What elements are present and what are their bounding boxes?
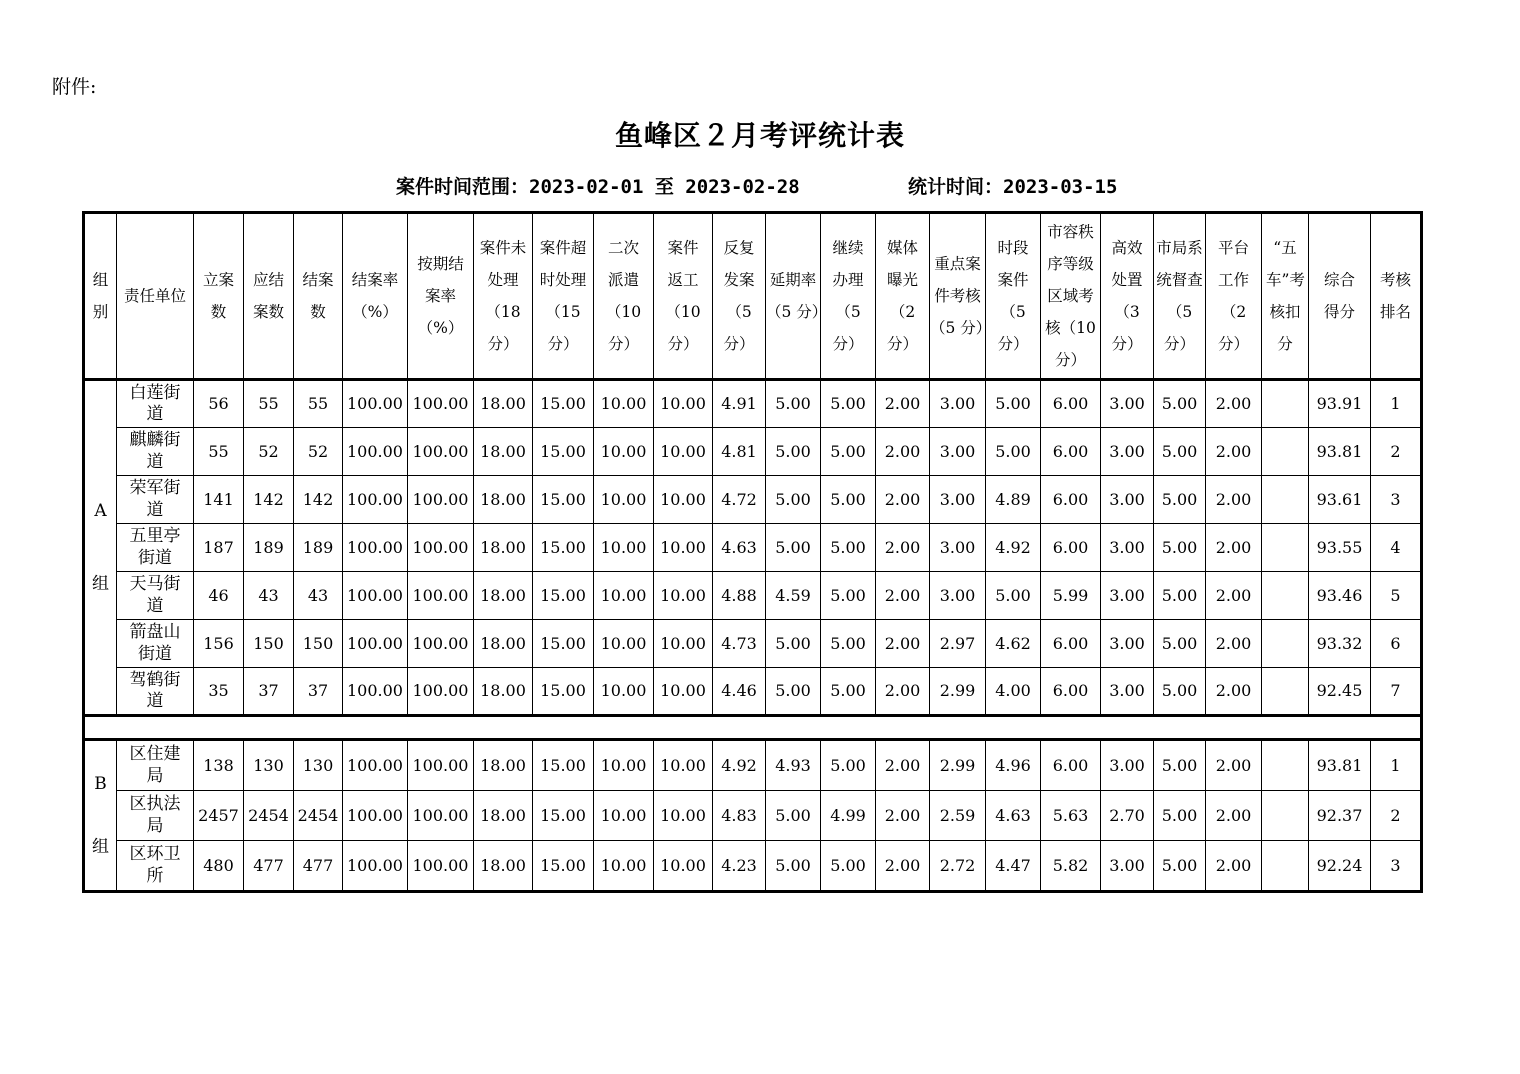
value-cell: 5.00 bbox=[766, 380, 821, 428]
value-cell: 2.00 bbox=[1206, 740, 1262, 791]
value-cell: 5.00 bbox=[766, 668, 821, 716]
value-cell: 2.99 bbox=[930, 668, 986, 716]
value-cell: 3.00 bbox=[1101, 740, 1154, 791]
value-cell bbox=[1262, 791, 1309, 841]
value-cell: 480 bbox=[194, 841, 244, 892]
value-cell: 56 bbox=[194, 380, 244, 428]
value-cell: 10.00 bbox=[594, 740, 654, 791]
value-cell: 187 bbox=[194, 524, 244, 572]
value-cell: 93.46 bbox=[1309, 572, 1371, 620]
value-cell: 142 bbox=[294, 476, 343, 524]
value-cell: 18.00 bbox=[474, 791, 533, 841]
value-cell: 4.73 bbox=[713, 620, 766, 668]
header-delay-rate: 延期率（5 分） bbox=[766, 213, 821, 380]
value-cell: 3.00 bbox=[1101, 841, 1154, 892]
value-cell: 93.32 bbox=[1309, 620, 1371, 668]
value-cell bbox=[1262, 428, 1309, 476]
value-cell: 18.00 bbox=[474, 572, 533, 620]
header-unit: 责任单位 bbox=[117, 213, 194, 380]
value-cell bbox=[1262, 572, 1309, 620]
case-time-range: 案件时间范围：2023-02-01 至 2023-02-28 bbox=[396, 176, 800, 198]
header-rank: 考核排名 bbox=[1371, 213, 1422, 380]
value-cell: 4.96 bbox=[986, 740, 1041, 791]
value-cell: 5.00 bbox=[1154, 476, 1206, 524]
evaluation-table bbox=[82, 211, 1423, 893]
value-cell: 10.00 bbox=[594, 476, 654, 524]
value-cell: 10.00 bbox=[654, 476, 713, 524]
value-cell: 100.00 bbox=[343, 572, 408, 620]
value-cell: 2.00 bbox=[1206, 380, 1262, 428]
value-cell: 2.00 bbox=[1206, 791, 1262, 841]
value-cell: 4.63 bbox=[986, 791, 1041, 841]
value-cell: 6.00 bbox=[1041, 620, 1101, 668]
value-cell: 2.99 bbox=[930, 740, 986, 791]
value-cell: 2.97 bbox=[930, 620, 986, 668]
value-cell: 4.81 bbox=[713, 428, 766, 476]
value-cell: 6.00 bbox=[1041, 380, 1101, 428]
value-cell: 43 bbox=[294, 572, 343, 620]
value-cell: 141 bbox=[194, 476, 244, 524]
value-cell: 3 bbox=[1371, 841, 1422, 892]
value-cell: 55 bbox=[194, 428, 244, 476]
value-cell: 5.00 bbox=[766, 620, 821, 668]
value-cell bbox=[1262, 668, 1309, 716]
value-cell: 2.00 bbox=[1206, 620, 1262, 668]
value-cell: 4.59 bbox=[766, 572, 821, 620]
value-cell: 189 bbox=[294, 524, 343, 572]
value-cell: 2.00 bbox=[1206, 524, 1262, 572]
value-cell bbox=[1262, 620, 1309, 668]
value-cell: 55 bbox=[294, 380, 343, 428]
value-cell: 10.00 bbox=[654, 740, 713, 791]
unit-name-cell: 区执法局 bbox=[117, 791, 194, 841]
value-cell: 3.00 bbox=[930, 380, 986, 428]
value-cell: 477 bbox=[294, 841, 343, 892]
value-cell: 100.00 bbox=[343, 620, 408, 668]
value-cell: 5.00 bbox=[986, 572, 1041, 620]
value-cell: 15.00 bbox=[533, 791, 594, 841]
statistics-time: 统计时间：2023-03-15 bbox=[908, 176, 1118, 198]
header-continue: 继续办理（5 分） bbox=[821, 213, 876, 380]
value-cell: 4.00 bbox=[986, 668, 1041, 716]
value-cell: 2.00 bbox=[1206, 476, 1262, 524]
table-row bbox=[84, 668, 1422, 716]
value-cell: 5.00 bbox=[821, 524, 876, 572]
value-cell: 5.99 bbox=[1041, 572, 1101, 620]
value-cell: 35 bbox=[194, 668, 244, 716]
value-cell: 18.00 bbox=[474, 524, 533, 572]
unit-name-cell: 白莲街道 bbox=[117, 380, 194, 428]
value-cell: 10.00 bbox=[594, 668, 654, 716]
table-row bbox=[84, 740, 1422, 791]
value-cell: 5 bbox=[1371, 572, 1422, 620]
value-cell: 5.00 bbox=[1154, 791, 1206, 841]
header-close-rate: 结案率（%） bbox=[343, 213, 408, 380]
value-cell bbox=[1262, 740, 1309, 791]
header-closed: 结案数 bbox=[294, 213, 343, 380]
value-cell: 5.00 bbox=[821, 476, 876, 524]
value-cell: 2454 bbox=[244, 791, 294, 841]
value-cell: 4.99 bbox=[821, 791, 876, 841]
value-cell: 100.00 bbox=[408, 791, 474, 841]
value-cell: 4.89 bbox=[986, 476, 1041, 524]
value-cell: 18.00 bbox=[474, 740, 533, 791]
value-cell: 2457 bbox=[194, 791, 244, 841]
value-cell: 4.72 bbox=[713, 476, 766, 524]
value-cell: 10.00 bbox=[594, 572, 654, 620]
value-cell: 5.00 bbox=[821, 841, 876, 892]
value-cell: 10.00 bbox=[654, 791, 713, 841]
table-header-row bbox=[84, 213, 1422, 380]
value-cell: 3.00 bbox=[930, 428, 986, 476]
value-cell: 5.00 bbox=[1154, 380, 1206, 428]
group-a-body bbox=[84, 380, 1422, 716]
header-key-case: 重点案件考核（5 分） bbox=[930, 213, 986, 380]
value-cell: 4.92 bbox=[986, 524, 1041, 572]
separator-body bbox=[84, 716, 1422, 740]
value-cell: 5.63 bbox=[1041, 791, 1101, 841]
value-cell: 10.00 bbox=[594, 380, 654, 428]
value-cell: 189 bbox=[244, 524, 294, 572]
value-cell: 5.00 bbox=[821, 620, 876, 668]
value-cell: 10.00 bbox=[654, 524, 713, 572]
value-cell: 100.00 bbox=[343, 668, 408, 716]
value-cell: 100.00 bbox=[408, 524, 474, 572]
value-cell: 1 bbox=[1371, 740, 1422, 791]
value-cell: 100.00 bbox=[408, 668, 474, 716]
table-row bbox=[84, 380, 1422, 428]
value-cell: 4.93 bbox=[766, 740, 821, 791]
value-cell: 15.00 bbox=[533, 620, 594, 668]
separator-cell bbox=[84, 716, 1422, 740]
value-cell: 52 bbox=[294, 428, 343, 476]
attachment-label: 附件: bbox=[52, 76, 97, 98]
header-rework: 案件返工（10 分） bbox=[654, 213, 713, 380]
value-cell: 10.00 bbox=[594, 620, 654, 668]
value-cell: 5.00 bbox=[821, 428, 876, 476]
value-cell: 6 bbox=[1371, 620, 1422, 668]
value-cell: 18.00 bbox=[474, 841, 533, 892]
unit-name-cell: 区住建局 bbox=[117, 740, 194, 791]
value-cell: 92.24 bbox=[1309, 841, 1371, 892]
header-overtime: 案件超时处理（15 分） bbox=[533, 213, 594, 380]
value-cell: 100.00 bbox=[343, 428, 408, 476]
value-cell: 100.00 bbox=[343, 841, 408, 892]
value-cell: 4.91 bbox=[713, 380, 766, 428]
value-cell: 5.00 bbox=[1154, 524, 1206, 572]
value-cell: 2 bbox=[1371, 791, 1422, 841]
value-cell: 18.00 bbox=[474, 476, 533, 524]
value-cell: 2.00 bbox=[876, 524, 930, 572]
value-cell: 130 bbox=[244, 740, 294, 791]
value-cell: 100.00 bbox=[343, 524, 408, 572]
value-cell: 100.00 bbox=[408, 841, 474, 892]
value-cell: 10.00 bbox=[654, 620, 713, 668]
header-media: 媒体曝光（2 分） bbox=[876, 213, 930, 380]
value-cell: 3.00 bbox=[1101, 380, 1154, 428]
group-label-letter: A bbox=[94, 501, 107, 522]
header-group: 组别 bbox=[84, 213, 117, 380]
header-unprocessed: 案件未处理（18 分） bbox=[474, 213, 533, 380]
value-cell: 15.00 bbox=[533, 841, 594, 892]
value-cell: 5.00 bbox=[1154, 572, 1206, 620]
header-total: 综合得分 bbox=[1309, 213, 1371, 380]
value-cell: 4.47 bbox=[986, 841, 1041, 892]
value-cell: 92.45 bbox=[1309, 668, 1371, 716]
value-cell: 100.00 bbox=[408, 572, 474, 620]
value-cell: 5.00 bbox=[821, 380, 876, 428]
value-cell: 4.88 bbox=[713, 572, 766, 620]
value-cell: 100.00 bbox=[408, 428, 474, 476]
value-cell: 5.00 bbox=[1154, 428, 1206, 476]
value-cell: 3.00 bbox=[930, 572, 986, 620]
value-cell: 2.00 bbox=[876, 668, 930, 716]
header-redispatch: 二次派遣（10 分） bbox=[594, 213, 654, 380]
value-cell: 93.61 bbox=[1309, 476, 1371, 524]
unit-name-cell: 麒麟街道 bbox=[117, 428, 194, 476]
value-cell: 2454 bbox=[294, 791, 343, 841]
value-cell: 10.00 bbox=[594, 841, 654, 892]
value-cell: 156 bbox=[194, 620, 244, 668]
value-cell: 6.00 bbox=[1041, 668, 1101, 716]
value-cell: 15.00 bbox=[533, 380, 594, 428]
value-cell: 4.83 bbox=[713, 791, 766, 841]
unit-name-cell: 箭盘山街道 bbox=[117, 620, 194, 668]
value-cell: 18.00 bbox=[474, 620, 533, 668]
value-cell: 3.00 bbox=[930, 476, 986, 524]
value-cell: 93.81 bbox=[1309, 740, 1371, 791]
value-cell: 5.00 bbox=[766, 791, 821, 841]
value-cell: 10.00 bbox=[594, 524, 654, 572]
value-cell: 5.00 bbox=[821, 668, 876, 716]
header-city-supervise: 市局系统督查（5 分） bbox=[1154, 213, 1206, 380]
value-cell: 10.00 bbox=[654, 668, 713, 716]
table-row bbox=[84, 476, 1422, 524]
value-cell: 92.37 bbox=[1309, 791, 1371, 841]
group-a-label bbox=[84, 380, 117, 716]
value-cell: 142 bbox=[244, 476, 294, 524]
value-cell: 2.00 bbox=[876, 380, 930, 428]
value-cell: 43 bbox=[244, 572, 294, 620]
value-cell: 93.91 bbox=[1309, 380, 1371, 428]
value-cell: 100.00 bbox=[343, 380, 408, 428]
value-cell: 2.00 bbox=[1206, 668, 1262, 716]
table-row bbox=[84, 620, 1422, 668]
value-cell: 130 bbox=[294, 740, 343, 791]
unit-name-cell: 驾鹤街道 bbox=[117, 668, 194, 716]
group-b-body bbox=[84, 740, 1422, 892]
value-cell: 6.00 bbox=[1041, 476, 1101, 524]
value-cell: 10.00 bbox=[654, 572, 713, 620]
unit-name-cell: 荣军街道 bbox=[117, 476, 194, 524]
value-cell: 150 bbox=[294, 620, 343, 668]
value-cell: 6.00 bbox=[1041, 740, 1101, 791]
value-cell: 3.00 bbox=[1101, 524, 1154, 572]
value-cell: 2.00 bbox=[876, 620, 930, 668]
value-cell: 3.00 bbox=[1101, 572, 1154, 620]
value-cell: 2.00 bbox=[1206, 428, 1262, 476]
value-cell: 1 bbox=[1371, 380, 1422, 428]
value-cell: 15.00 bbox=[533, 740, 594, 791]
value-cell: 5.82 bbox=[1041, 841, 1101, 892]
value-cell: 5.00 bbox=[766, 524, 821, 572]
value-cell: 15.00 bbox=[533, 524, 594, 572]
value-cell: 6.00 bbox=[1041, 524, 1101, 572]
value-cell: 100.00 bbox=[343, 476, 408, 524]
header-platform: 平台工作（2 分） bbox=[1206, 213, 1262, 380]
value-cell: 477 bbox=[244, 841, 294, 892]
value-cell: 138 bbox=[194, 740, 244, 791]
value-cell: 100.00 bbox=[408, 476, 474, 524]
value-cell: 5.00 bbox=[1154, 740, 1206, 791]
value-cell: 4.63 bbox=[713, 524, 766, 572]
value-cell: 4.62 bbox=[986, 620, 1041, 668]
value-cell: 18.00 bbox=[474, 668, 533, 716]
value-cell: 150 bbox=[244, 620, 294, 668]
group-label-suffix: 组 bbox=[92, 573, 109, 594]
value-cell: 6.00 bbox=[1041, 428, 1101, 476]
value-cell: 4.46 bbox=[713, 668, 766, 716]
value-cell: 100.00 bbox=[408, 740, 474, 791]
value-cell: 5.00 bbox=[766, 476, 821, 524]
value-cell bbox=[1262, 841, 1309, 892]
value-cell: 3.00 bbox=[1101, 476, 1154, 524]
value-cell: 2.00 bbox=[1206, 841, 1262, 892]
value-cell: 2.00 bbox=[876, 476, 930, 524]
value-cell: 5.00 bbox=[766, 428, 821, 476]
value-cell: 100.00 bbox=[343, 791, 408, 841]
table-row bbox=[84, 841, 1422, 892]
value-cell: 3 bbox=[1371, 476, 1422, 524]
page-title: 鱼峰区２月考评统计表 bbox=[614, 119, 905, 152]
header-city-order: 市容秩序等级区域考核（10 分） bbox=[1041, 213, 1101, 380]
value-cell: 5.00 bbox=[766, 841, 821, 892]
header-efficient: 高效处置（3 分） bbox=[1101, 213, 1154, 380]
unit-name-cell: 天马街道 bbox=[117, 572, 194, 620]
header-repeat: 反复发案（5 分） bbox=[713, 213, 766, 380]
value-cell: 3.00 bbox=[930, 524, 986, 572]
value-cell: 3.00 bbox=[1101, 428, 1154, 476]
value-cell: 15.00 bbox=[533, 668, 594, 716]
value-cell: 55 bbox=[244, 380, 294, 428]
value-cell bbox=[1262, 380, 1309, 428]
value-cell: 100.00 bbox=[408, 620, 474, 668]
value-cell: 93.81 bbox=[1309, 428, 1371, 476]
value-cell: 5.00 bbox=[986, 428, 1041, 476]
value-cell: 18.00 bbox=[474, 380, 533, 428]
value-cell: 2.00 bbox=[876, 740, 930, 791]
value-cell: 5.00 bbox=[821, 572, 876, 620]
value-cell: 5.00 bbox=[1154, 620, 1206, 668]
table-row bbox=[84, 572, 1422, 620]
header-ontime-rate: 按期结案率（%） bbox=[408, 213, 474, 380]
value-cell: 37 bbox=[244, 668, 294, 716]
value-cell: 100.00 bbox=[408, 380, 474, 428]
value-cell: 2.00 bbox=[876, 791, 930, 841]
value-cell: 15.00 bbox=[533, 572, 594, 620]
group-b-label bbox=[84, 740, 117, 892]
value-cell: 10.00 bbox=[654, 380, 713, 428]
value-cell: 2.72 bbox=[930, 841, 986, 892]
unit-name-cell: 区环卫所 bbox=[117, 841, 194, 892]
value-cell: 93.55 bbox=[1309, 524, 1371, 572]
value-cell: 100.00 bbox=[343, 740, 408, 791]
value-cell: 7 bbox=[1371, 668, 1422, 716]
value-cell: 4.92 bbox=[713, 740, 766, 791]
value-cell: 5.00 bbox=[821, 740, 876, 791]
table-row bbox=[84, 791, 1422, 841]
value-cell: 2 bbox=[1371, 428, 1422, 476]
value-cell bbox=[1262, 476, 1309, 524]
value-cell: 46 bbox=[194, 572, 244, 620]
value-cell: 2.00 bbox=[876, 572, 930, 620]
header-filed: 立案数 bbox=[194, 213, 244, 380]
value-cell: 2.00 bbox=[876, 428, 930, 476]
value-cell: 2.70 bbox=[1101, 791, 1154, 841]
header-five-cars: “五车”考核扣分 bbox=[1262, 213, 1309, 380]
group-separator-row bbox=[84, 716, 1422, 740]
group-label-letter: B bbox=[94, 774, 107, 795]
value-cell: 4 bbox=[1371, 524, 1422, 572]
value-cell: 18.00 bbox=[474, 428, 533, 476]
value-cell: 2.00 bbox=[1206, 572, 1262, 620]
value-cell: 15.00 bbox=[533, 428, 594, 476]
value-cell: 10.00 bbox=[594, 791, 654, 841]
unit-name-cell: 五里亭街道 bbox=[117, 524, 194, 572]
header-period-case: 时段案件（5 分） bbox=[986, 213, 1041, 380]
value-cell: 52 bbox=[244, 428, 294, 476]
value-cell: 5.00 bbox=[1154, 668, 1206, 716]
value-cell: 3.00 bbox=[1101, 668, 1154, 716]
value-cell: 37 bbox=[294, 668, 343, 716]
value-cell: 5.00 bbox=[1154, 841, 1206, 892]
value-cell bbox=[1262, 524, 1309, 572]
table-row bbox=[84, 524, 1422, 572]
value-cell: 5.00 bbox=[986, 380, 1041, 428]
group-label-suffix: 组 bbox=[92, 836, 109, 857]
value-cell: 15.00 bbox=[533, 476, 594, 524]
value-cell: 3.00 bbox=[1101, 620, 1154, 668]
value-cell: 10.00 bbox=[594, 428, 654, 476]
value-cell: 10.00 bbox=[654, 841, 713, 892]
table-row bbox=[84, 428, 1422, 476]
value-cell: 2.59 bbox=[930, 791, 986, 841]
value-cell: 2.00 bbox=[876, 841, 930, 892]
value-cell: 10.00 bbox=[654, 428, 713, 476]
header-due: 应结案数 bbox=[244, 213, 294, 380]
value-cell: 4.23 bbox=[713, 841, 766, 892]
